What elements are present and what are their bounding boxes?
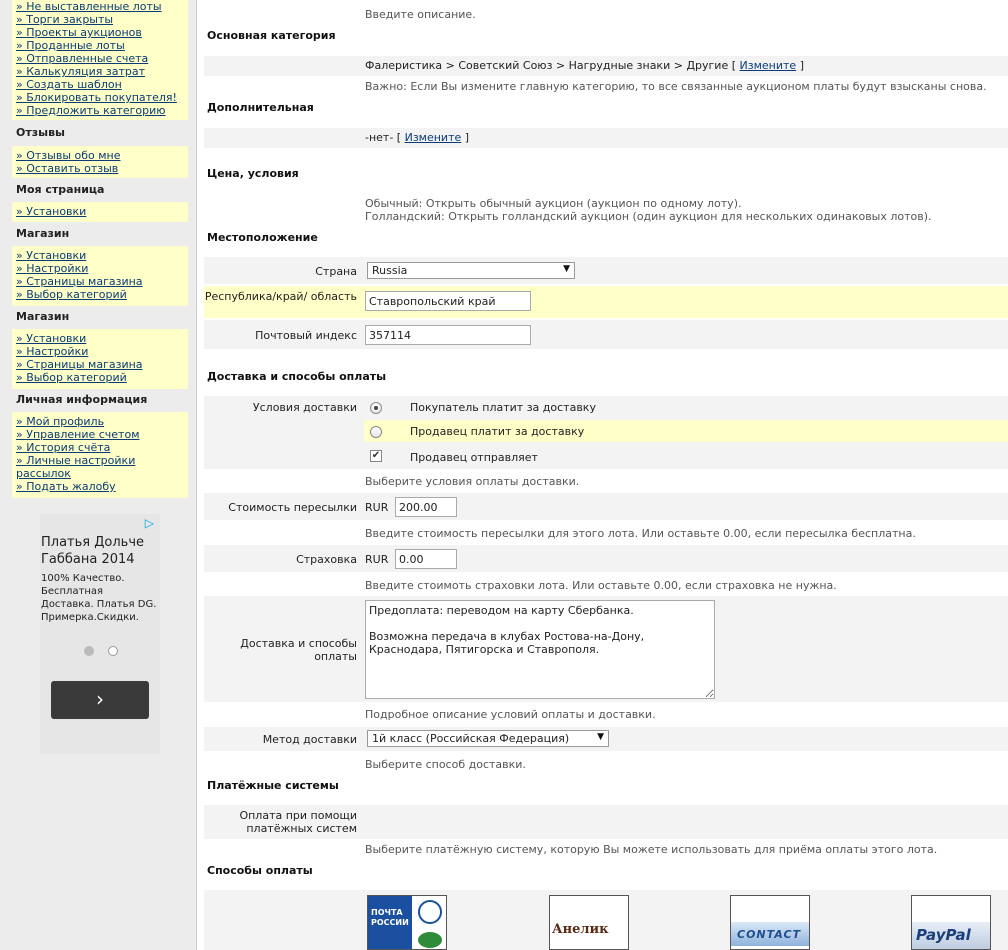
- paypal-logo-text: PayPal: [916, 926, 971, 944]
- sidebar-shop-menu-2: [12, 329, 188, 389]
- sidebar-item-cost-calc[interactable]: » Калькуляция затрат: [16, 65, 188, 78]
- sidebar-item-shop2-categories[interactable]: » Выбор категорий: [16, 371, 188, 384]
- insurance-input[interactable]: [395, 549, 457, 569]
- delivery-option-3-label: Продавец отправляет: [410, 451, 538, 464]
- ad-title[interactable]: Платья Дольче Габбана 2014: [41, 535, 144, 567]
- sidebar-item-shop2-setup[interactable]: » Установки: [16, 332, 188, 345]
- payment-systems-note: Выберите платёжную систему, которую Вы можете использовать для приёма оплаты этого лота.: [365, 843, 938, 856]
- sidebar-shop-menu: [12, 246, 188, 306]
- delivery-method-label: Метод доставки: [262, 733, 357, 746]
- section-main-category: Основная категория: [207, 29, 336, 42]
- sidebar-item-create-template[interactable]: » Создать шаблон: [16, 78, 188, 91]
- ad-carousel-dot-2[interactable]: [108, 646, 118, 656]
- region-label: Республика/край/ область: [204, 290, 357, 303]
- main-category-note: Важно: Если Вы измените главную категорию, то все связанные аукционом платы будут взысканы снова.: [365, 80, 987, 93]
- sidebar-item-shop2-pages[interactable]: » Страницы магазина: [16, 358, 188, 371]
- main-category-path: Фалеристика > Советский Союз > Нагрудные знаки > Другие [: [365, 59, 737, 72]
- sidebar-item-drafts[interactable]: » Проекты аукционов: [16, 26, 188, 39]
- main-form: [197, 0, 1008, 950]
- anelik-logo[interactable]: [549, 895, 629, 950]
- sidebar-item-suggest-category[interactable]: » Предложить категорию: [16, 104, 188, 117]
- bracket-close-2: ]: [464, 131, 470, 144]
- country-select-value: Russia: [372, 264, 408, 277]
- ad-banner[interactable]: [40, 514, 160, 754]
- change-additional-category-link[interactable]: Измените: [404, 131, 462, 144]
- section-additional-category: Дополнительная: [207, 101, 314, 114]
- region-input[interactable]: [365, 291, 531, 311]
- ad-text: 100% Качество. Бесплатная Доставка. Платья DG. Примерка.Скидки.: [41, 573, 157, 623]
- sidebar-item-shop2-settings[interactable]: » Настройки: [16, 345, 188, 358]
- change-main-category-link[interactable]: Измените: [739, 59, 797, 72]
- zip-input[interactable]: [365, 325, 531, 345]
- additional-category-value: [365, 131, 469, 144]
- sidebar-title-shop-2: Магазин: [16, 310, 70, 323]
- bracket-close: ]: [799, 59, 804, 72]
- seller-ships-checkbox[interactable]: [370, 450, 382, 462]
- russian-post-logo[interactable]: [367, 895, 447, 950]
- insurance-currency: RUR: [365, 553, 389, 566]
- additional-category-text: -нет- [: [365, 131, 402, 144]
- shipping-cost-note: Введите стоимость пересылки для этого лота. Или оставьте 0.00, если пересылка бесплатна.: [365, 527, 916, 540]
- sidebar-title-personal: Личная информация: [16, 393, 148, 406]
- sidebar-reviews-menu: [12, 146, 188, 178]
- shipping-cost-label: Стоимость пересылки: [228, 501, 357, 514]
- country-select[interactable]: [367, 262, 575, 279]
- sidebar-item-shop-settings[interactable]: » Настройки: [16, 262, 188, 275]
- payment-description-label: Доставка и способы оплаты: [240, 637, 357, 663]
- sidebar-item-account-management[interactable]: » Управление счетом: [16, 428, 188, 441]
- sidebar-item-leave-review[interactable]: » Оставить отзыв: [16, 162, 188, 175]
- chevron-right-icon: ›: [96, 687, 104, 711]
- sidebar-mypage-menu: [12, 202, 188, 222]
- sidebar-item-shop-setup[interactable]: » Установки: [16, 249, 188, 262]
- delivery-option-buyer-pays-radio[interactable]: [370, 402, 382, 414]
- payment-systems-label: Оплата при помощи платёжных систем: [239, 809, 357, 835]
- checkmark-icon: ✔: [371, 450, 381, 461]
- payment-description-note: Подробное описание условий оплаты и доставки.: [365, 708, 656, 721]
- section-delivery-payment: Доставка и способы оплаты: [207, 370, 387, 383]
- anelik-logo-text: Анелик: [552, 922, 609, 937]
- sidebar-item-mypage-settings[interactable]: » Установки: [16, 205, 188, 218]
- additional-category-row: [204, 128, 1008, 148]
- sidebar-item-reviews-about-me[interactable]: » Отзывы обо мне: [16, 149, 188, 162]
- section-price-terms: Цена, условия: [207, 167, 299, 180]
- eagle-emblem-icon: [418, 900, 442, 924]
- section-payment-systems: Платёжные системы: [207, 779, 339, 792]
- zip-label: Почтовый индекс: [255, 329, 357, 342]
- green-emblem-icon: [418, 932, 442, 948]
- shipping-cost-input[interactable]: [395, 497, 457, 517]
- payment-description-textarea[interactable]: [365, 600, 715, 699]
- sidebar-personal-menu: [12, 412, 188, 498]
- sidebar-title-shop: Магазин: [16, 227, 70, 240]
- contact-logo-text: CONTACT: [737, 928, 802, 941]
- section-payment-methods: Способы оплаты: [207, 864, 313, 877]
- sidebar-item-shop-categories[interactable]: » Выбор категорий: [16, 288, 188, 301]
- sidebar-item-closed[interactable]: » Торги закрыты: [16, 13, 188, 26]
- ad-carousel-dot-1[interactable]: [84, 646, 94, 656]
- sidebar: [0, 0, 197, 950]
- contact-logo[interactable]: [730, 895, 810, 950]
- ad-choices-icon[interactable]: ▷: [144, 516, 154, 530]
- description-hint: Введите описание.: [365, 8, 476, 21]
- delivery-method-select-value: 1й класс (Российская Федерация): [372, 732, 570, 745]
- sidebar-item-block-buyer[interactable]: » Блокировать покупателя!: [16, 91, 188, 104]
- insurance-note: Введите стоимоть страховки лота. Или оставьте 0.00, если страховка не нужна.: [365, 579, 837, 592]
- dropdown-arrow-icon: ▼: [597, 732, 604, 742]
- sidebar-item-shop-pages[interactable]: » Страницы магазина: [16, 275, 188, 288]
- ad-next-button[interactable]: [51, 681, 149, 719]
- main-category-value: [365, 59, 804, 72]
- sidebar-item-not-listed[interactable]: » Не выставленные лоты: [16, 0, 188, 13]
- sidebar-item-mailing-settings[interactable]: » Личные настройки рассылок: [16, 454, 136, 480]
- insurance-label: Страховка: [296, 553, 357, 566]
- delivery-option-2-label: Продавец платит за доставку: [410, 425, 585, 438]
- price-note-dutch: Голландский: Открыть голландский аукцион (один аукцион для нескольких одинаковых лотов).: [365, 210, 932, 223]
- sidebar-item-account-history[interactable]: » История счёта: [16, 441, 188, 454]
- sidebar-item-file-complaint[interactable]: » Подать жалобу: [16, 480, 188, 493]
- section-location: Местоположение: [207, 231, 318, 244]
- delivery-option-seller-pays-radio[interactable]: [370, 426, 382, 438]
- country-label: Страна: [315, 265, 357, 278]
- sidebar-item-sold[interactable]: » Проданные лоты: [16, 39, 188, 52]
- russian-post-logo-text: ПОЧТА РОССИИ: [371, 908, 409, 927]
- price-note-regular: Обычный: Открыть обычный аукцион (аукцион по одному лоту).: [365, 197, 742, 210]
- sidebar-item-sent-invoices[interactable]: » Отправленные счета: [16, 52, 188, 65]
- dropdown-arrow-icon: ▼: [563, 264, 570, 274]
- sidebar-title-reviews: Отзывы: [16, 126, 65, 139]
- delivery-option-1-label: Покупатель платит за доставку: [410, 401, 596, 414]
- sidebar-item-my-profile[interactable]: » Мой профиль: [16, 415, 188, 428]
- paypal-logo[interactable]: [911, 895, 991, 950]
- delivery-method-select[interactable]: [367, 730, 609, 747]
- delivery-method-note: Выберите способ доставки.: [365, 758, 526, 771]
- sidebar-lots-menu: [12, 0, 188, 120]
- shipping-currency: RUR: [365, 501, 389, 514]
- delivery-terms-note: Выберите условия оплаты доставки.: [365, 475, 580, 488]
- sidebar-title-my-page: Моя страница: [16, 183, 105, 196]
- delivery-terms-label: Условия доставки: [252, 401, 357, 414]
